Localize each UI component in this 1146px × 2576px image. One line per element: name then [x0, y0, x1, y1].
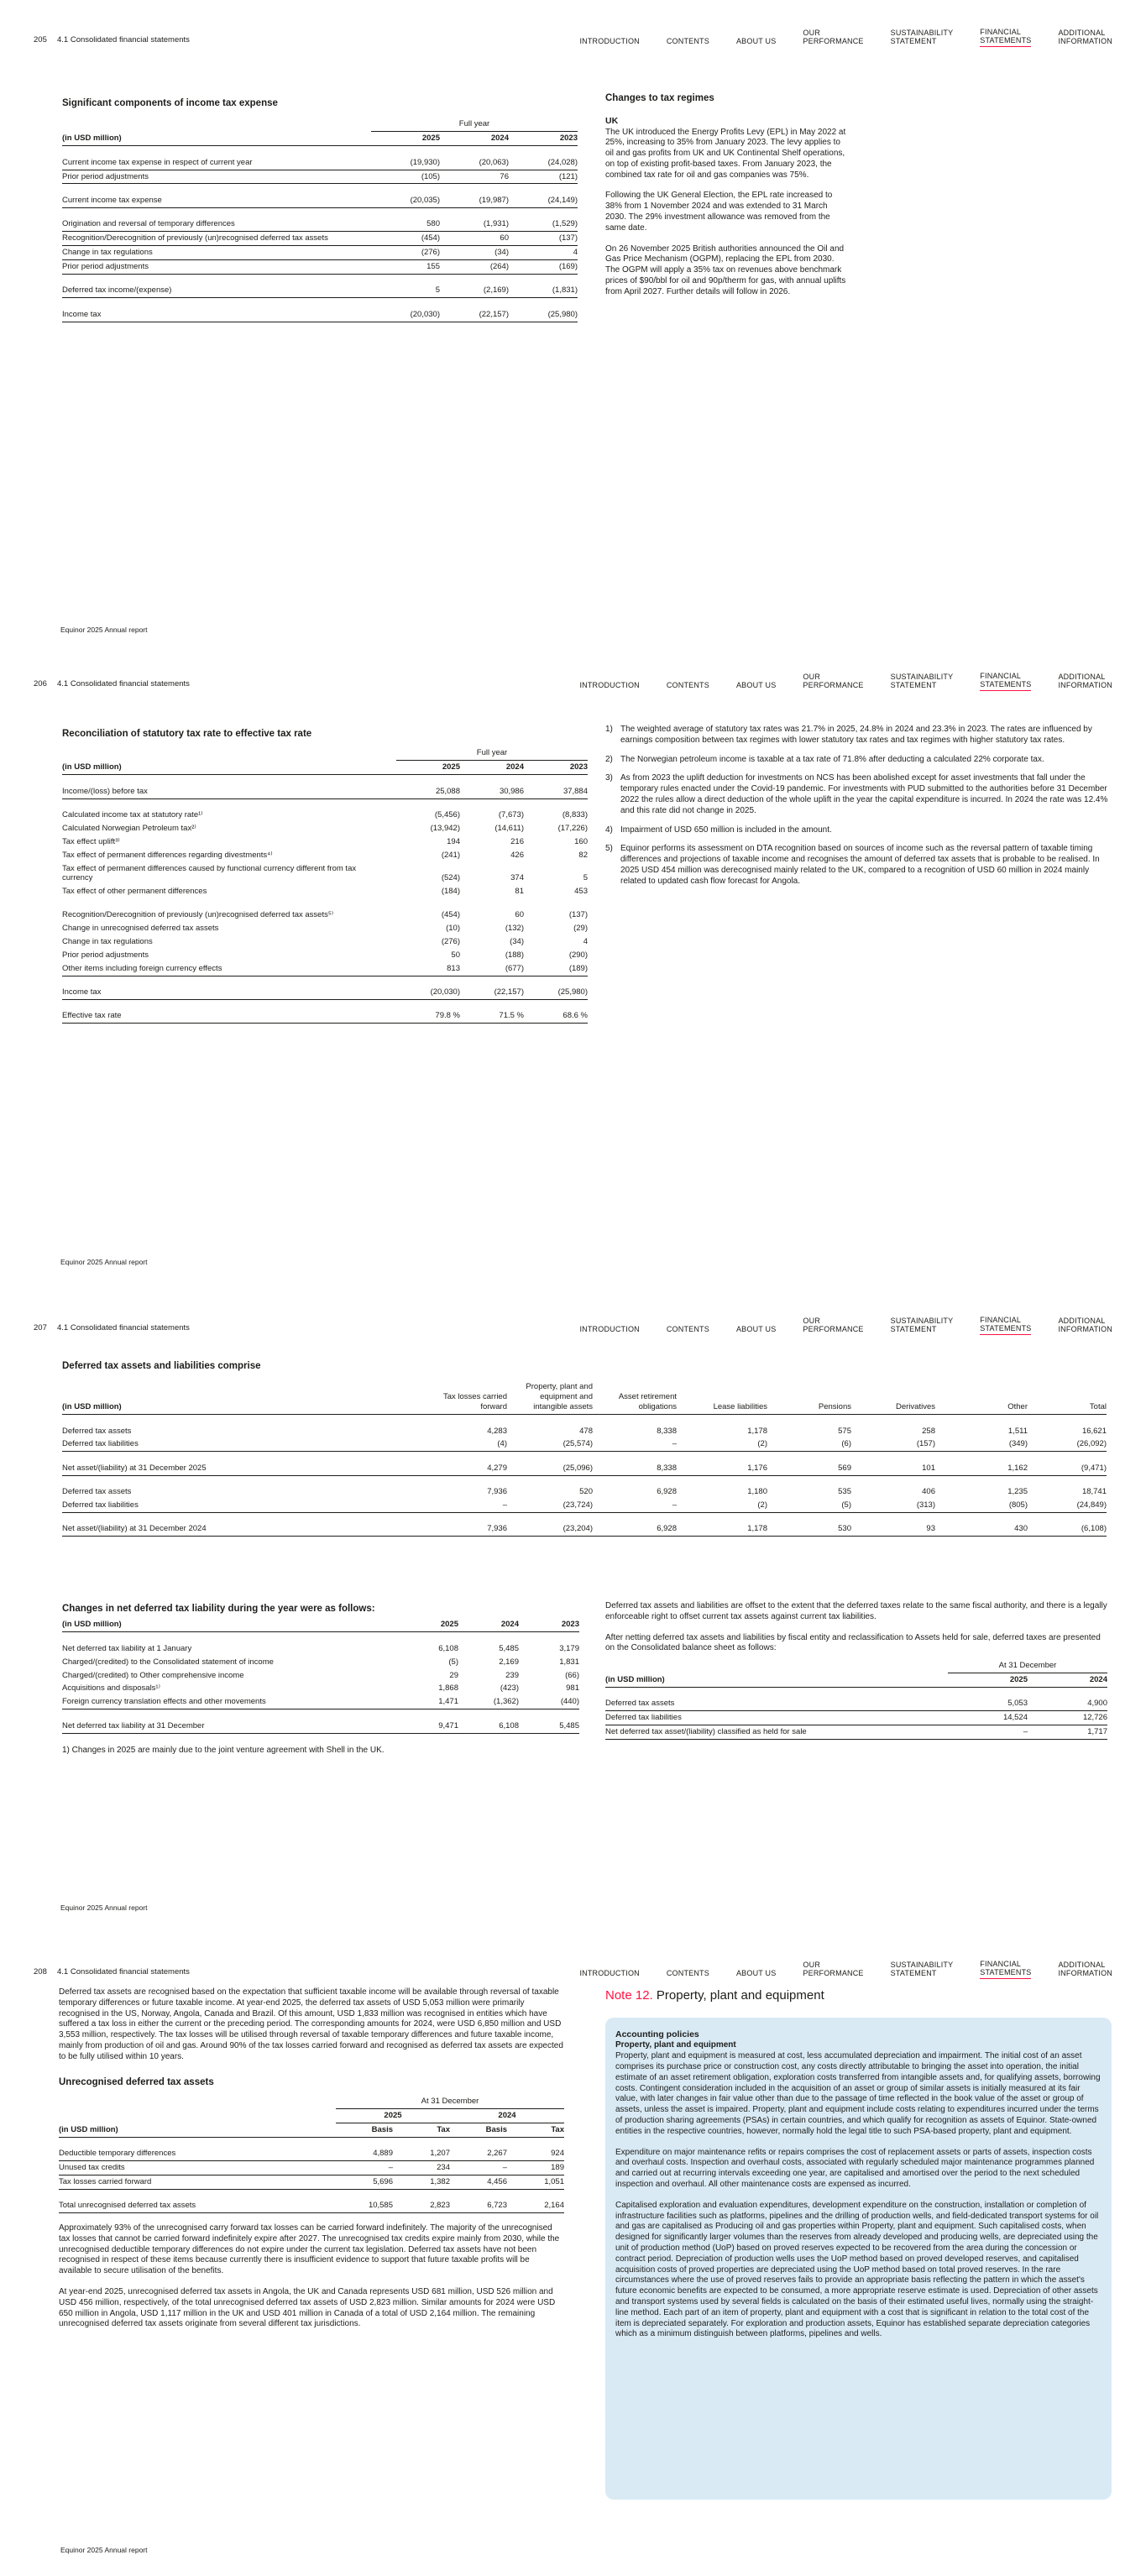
changes-title: Changes in net deferred tax liability during the year were as follows:: [62, 1604, 375, 1614]
nav-sustainability[interactable]: SUSTAINABILITY STATEMENT: [890, 1961, 954, 1978]
nav-introduction[interactable]: INTRODUCTION: [579, 681, 640, 690]
table-row: Income/(loss) before tax 25,088 30,986 37,884: [62, 785, 588, 798]
unrecognised-title: Unrecognised deferred tax assets: [59, 2076, 214, 2087]
col-pensions: Pensions: [767, 1380, 851, 1414]
page-207: [0, 1288, 1146, 1932]
nav-introduction[interactable]: INTRODUCTION: [579, 1325, 640, 1334]
paragraph: After netting deferred tax assets and liabilities by fiscal entity and reclassification to Assets held for sale, deferred taxes are presented on the Consolidated balance sheet as follows:: [605, 1632, 1101, 1653]
col-basis-2025: Basis: [336, 2123, 393, 2137]
nav-introduction[interactable]: INTRODUCTION: [579, 37, 640, 46]
col-2023: 2023: [509, 132, 578, 146]
col-tax-losses: Tax losses carried forward: [432, 1380, 507, 1414]
page-footer: Equinor 2025 Annual report: [60, 1903, 148, 1912]
table-row: Foreign currency translation effects and other movements 1,471 (1,362) (440): [62, 1695, 579, 1709]
page-205: [0, 0, 1146, 644]
top-nav: [552, 24, 1112, 47]
section-title: 4.1 Consolidated financial statements: [57, 35, 190, 45]
footnote: 3) As from 2023 the uplift deduction for investments on NCS has been abolished except for asset investments that fall under the temporary rules enacted under the Covid-19 pandemic. For investments with PUD submitted to the authorities before 31 December 2022 the rules allow a direct deduction of the whole uplift in the year the capital expenditure is incurred. In 2024 the rate was 12.4% and this rate did not change in 2025.: [605, 773, 1108, 815]
group-2025: 2025: [336, 2108, 450, 2123]
paragraph: The UK introduced the Energy Profits Levy (EPL) in May 2022 at 25%, increasing to 35% from January 2023. The levy applies to oil and gas profits from UK and UK Continental Shelf operations, on top of existing profit-based taxes. From January 2023, the combined tax rate for oil and gas companies was 75%.: [605, 127, 846, 180]
table-row: Deferred tax assets 4,283 478 8,338 1,178 575 258 1,511 16,621: [62, 1426, 1107, 1436]
nav-financial-statements[interactable]: FINANCIAL STATEMENTS: [980, 29, 1031, 47]
balance-head: At 31 December: [948, 1659, 1107, 1673]
unit-label: (in USD million): [62, 1380, 432, 1414]
footnote: 1) The weighted average of statutory tax rates was 21.7% in 2025, 24.8% in 2024 and 23.3% in 2023. The rates are influenced by earnings composition between tax regimes with lower statutory tax rates and tax regimes with higher statutory tax rates.: [605, 725, 1092, 745]
table-row-net-2024: Net asset/(liability) at 31 December 2024 7,936 (23,204) 6,928 1,178 530 93 430 (6,108): [62, 1522, 1107, 1536]
period-head: Full year: [371, 118, 578, 131]
col-lease: Lease liabilities: [677, 1380, 767, 1414]
page-header: [34, 668, 1112, 693]
box-subtitle: Property, plant and equipment: [615, 2040, 736, 2050]
nav-our-performance[interactable]: OUR PERFORMANCE: [803, 673, 864, 690]
table-row: Deferred tax assets 7,936 520 6,928 1,180 535 406 1,235 18,741: [62, 1487, 1107, 1497]
table-row-total: Net deferred tax liability at 31 December 9,471 6,108 5,485: [62, 1720, 579, 1733]
footnote: 4) Impairment of USD 650 million is included in the amount.: [605, 825, 832, 835]
page-footer: Equinor 2025 Annual report: [60, 2546, 148, 2554]
nav-about-us[interactable]: ABOUT US: [735, 37, 777, 46]
table-row: Change in unrecognised deferred tax assets (10) (132) (29): [62, 924, 588, 933]
nav-additional-information[interactable]: ADDITIONAL INFORMATION: [1058, 1317, 1112, 1334]
paragraph: Following the UK General Election, the EPL rate increased to 38% from 1 November 2024 and was extended to 31 March 2030. The 29% investment allowance was removed from the same date.: [605, 191, 833, 233]
tax-rate-reconciliation: [62, 728, 588, 1024]
table-row: Prior period adjustments 50 (188) (290): [62, 950, 588, 960]
table-row: Calculated Norwegian Petroleum tax²⁾ (13,942) (14,611) (17,226): [62, 823, 588, 833]
page-number: 205: [34, 35, 47, 45]
table-title: Reconciliation of statutory tax rate to effective tax rate: [62, 729, 312, 739]
tax-regimes-title: Changes to tax regimes: [605, 93, 714, 103]
table-row: Deferred tax liabilities (4) (25,574) – (2) (6) (157) (349) (26,092): [62, 1437, 1107, 1451]
nav-financial-statements[interactable]: FINANCIAL STATEMENTS: [980, 1961, 1031, 1979]
tax-regimes-uk: UK: [605, 116, 619, 127]
table-row: Charged/(credited) to Other comprehensive income 29 239 (66): [62, 1670, 579, 1680]
nav-sustainability[interactable]: SUSTAINABILITY STATEMENT: [890, 1317, 954, 1334]
page-header: [34, 1956, 1112, 1981]
table-row: Tax effect of permanent differences regarding divestments⁴⁾ (241) 426 82: [62, 850, 588, 860]
box-title: Accounting policies: [615, 2029, 699, 2039]
table-row: Prior period adjustments 155 (264) (169): [62, 259, 578, 274]
period-head: Full year: [396, 746, 588, 760]
page-footer: Equinor 2025 Annual report: [60, 626, 148, 634]
nav-sustainability[interactable]: SUSTAINABILITY STATEMENT: [890, 29, 954, 46]
nav-about-us[interactable]: ABOUT US: [735, 1325, 777, 1334]
table-row: Acquisitions and disposals¹⁾ 1,868 (423) 981: [62, 1683, 579, 1694]
col-2025: 2025: [948, 1673, 1028, 1688]
table-row: Deferred tax income/(expense) 5 (2,169) (1,831): [62, 284, 578, 297]
note-number: Note 12.: [605, 1988, 653, 2003]
section-title: 4.1 Consolidated financial statements: [57, 1323, 190, 1333]
unrecognised-table: [59, 2095, 564, 2213]
unit-label: (in USD million): [62, 761, 396, 775]
accounting-policies-box: [605, 2018, 1112, 2500]
col-tax-2025: Tax: [393, 2123, 450, 2137]
col-basis-2024: Basis: [450, 2123, 507, 2137]
deferred-tax-commentary: [59, 1987, 564, 2340]
nav-introduction[interactable]: INTRODUCTION: [579, 1969, 640, 1978]
paragraph: Capitalised exploration and evaluation expenditures, development expenditure on the construction, installation or completion of infrastructure facilities such as platforms, pipelines and the drilling of production wells, and field-dedicated transport systems for oil and gas are capitalised as Producing oil and gas properties within Property, plant and equipment. Such capitalised costs, when designed for significantly larger volumes than the reserves from already developed and producing wells, are depreciated using the unit of production method (UoP) based on proved reserves expected to be recovered from the area during the concession or contract period. Depreciation of production wells uses the UoP method based on proved developed reserves, and capitalised acquisition costs of proved properties are depreciated using the UoP method based on total proved reserves. In the rare circumstances where the use of proved reserves fails to provide an appropriate basis reflecting the pattern in which the asset's future economic benefits are expected to be consumed, a more appropriate reserve estimate is used. Depreciation of other assets and transport systems used by several fields is calculated on the basis of their estimated useful lives, normally using the straight-line method. Each part of an item of property, plant and equipment with a cost that is significant in relation to the total cost of the item is depreciated separately. For exploration and production assets, Equinor has established separate depreciation categories which as a minimum distinguish between platforms, pipelines and wells.: [615, 2200, 1099, 2339]
changes-footnote: 1) Changes in 2025 are mainly due to the joint venture agreement with Shell in the UK.: [62, 1745, 385, 1755]
footnote: 2) The Norwegian petroleum income is taxable at a tax rate of 71.8% after deducting a calculated 22% corporate tax.: [605, 754, 1044, 764]
table-row-total: Income tax (20,030) (22,157) (25,980): [62, 308, 578, 322]
top-nav: [552, 668, 1112, 691]
paragraph: Expenditure on major maintenance refits or repairs comprises the cost of replacement assets or parts of assets, inspection costs and overhaul costs. Inspection and overhaul costs, associated with regularly scheduled major maintenance programmes planned and carried out at recurring intervals exceeding one year, are capitalised and amortised over the period to the next scheduled inspection and overhaul. All other maintenance costs are expensed as incurred.: [615, 2147, 1095, 2189]
nav-additional-information[interactable]: ADDITIONAL INFORMATION: [1058, 673, 1112, 690]
page-header: [34, 24, 1112, 49]
table-title: Significant components of income tax expense: [62, 98, 278, 108]
footnote: 5) Equinor performs its assessment on DTA recognition based on sources of income such as the reversal pattern of taxable timing differences and projections of taxable income and recognises the amount of deferred tax assets that is probable to be realised. In 2025 USD 454 million was derecognised mainly related to the UK, compared to a recognition of USD 60 million in 2024 mainly related to updated cash flow forecast for Angola.: [605, 844, 1100, 886]
table-row: Recognition/Derecognition of previously (un)recognised deferred tax assets⁵⁾ (454) 60 (137): [62, 910, 588, 920]
table-row: Tax losses carried forward 5,696 1,382 4,456 1,051: [59, 2175, 564, 2189]
nav-our-performance[interactable]: OUR PERFORMANCE: [803, 1317, 864, 1334]
col-2023: 2023: [519, 1618, 579, 1631]
table-row-net-2025: Net asset/(liability) at 31 December 2025 4,279 (25,096) 8,338 1,176 569 101 1,162 (9,471): [62, 1462, 1107, 1475]
deferred-tax-changes: [62, 1603, 579, 1756]
col-2024: 2024: [460, 761, 524, 775]
col-2024: 2024: [1028, 1673, 1107, 1688]
group-2024: 2024: [450, 2108, 564, 2123]
table-row: Calculated income tax at statutory rate¹⁾ (5,456) (7,673) (8,833): [62, 810, 588, 819]
page-number: 208: [34, 1967, 47, 1977]
balance-table: [605, 1659, 1107, 1740]
col-other: Other: [935, 1380, 1028, 1414]
unit-label: (in USD million): [59, 2123, 336, 2137]
table-row: Deferred tax liabilities – (23,724) – (2) (5) (313) (805) (24,849): [62, 1499, 1107, 1512]
table-row-total: Total unrecognised deferred tax assets 10,585 2,823 6,723 2,164: [59, 2199, 564, 2212]
nav-financial-statements[interactable]: FINANCIAL STATEMENTS: [980, 673, 1031, 691]
nav-sustainability[interactable]: SUSTAINABILITY STATEMENT: [890, 673, 954, 690]
table-row: Change in tax regulations (276) (34) 4: [62, 246, 578, 260]
page-206: [0, 644, 1146, 1288]
col-2025: 2025: [398, 1618, 458, 1631]
nav-our-performance[interactable]: OUR PERFORMANCE: [803, 29, 864, 46]
table-row: Deductible temporary differences 4,889 1,207 2,267 924: [59, 2147, 564, 2160]
table-row: Recognition/Derecognition of previously (un)recognised deferred tax assets (454) 60 (137): [62, 232, 578, 246]
col-total: Total: [1028, 1380, 1107, 1414]
nav-contents[interactable]: CONTENTS: [666, 681, 709, 690]
page-number: 206: [34, 679, 47, 689]
paragraph: At year-end 2025, unrecognised deferred tax assets in Angola, the UK and Canada represents USD 681 million, USD 526 million and USD 456 million, respectively, of the total unrecognised deferred tax assets of USD 2,823 million. Similar amounts for 2024 were USD 650 million in Angola, USD 1,117 million in the UK and USD 401 million in Canada of a total of USD 2,164 million. The remaining unrecognised deferred tax assets originate from several different tax jurisdictions.: [59, 2287, 556, 2329]
top-nav: [552, 1956, 1112, 1979]
table-row: Tax effect of other permanent differences (184) 81 453: [62, 887, 588, 897]
col-ppe: Property, plant and equipment and intangible assets: [507, 1380, 593, 1414]
table-row: Current income tax expense in respect of current year (19,930) (20,063) (24,028): [62, 156, 578, 170]
col-2023: 2023: [524, 761, 588, 775]
table-row: Net deferred tax asset/(liability) classified as held for sale – 1,717: [605, 1725, 1107, 1740]
page-number: 207: [34, 1323, 47, 1333]
col-derivatives: Derivatives: [851, 1380, 935, 1414]
col-2024: 2024: [458, 1618, 519, 1631]
note-heading: [605, 1988, 824, 2004]
page-208: [0, 1932, 1146, 2576]
tax-regimes-text: [605, 92, 849, 308]
reconciliation-footnotes: [605, 725, 1112, 896]
top-nav: [552, 1312, 1112, 1335]
table-row: Change in tax regulations (276) (34) 4: [62, 936, 588, 946]
table-row: Deferred tax liabilities 14,524 12,726: [605, 1711, 1107, 1725]
nav-additional-information[interactable]: ADDITIONAL INFORMATION: [1058, 29, 1112, 46]
changes-table: [62, 1618, 579, 1733]
deferred-tax-table: [62, 1380, 1107, 1537]
nav-about-us[interactable]: ABOUT US: [735, 681, 777, 690]
paragraph: Approximately 93% of the unrecognised carry forward tax losses can be carried forward indefinitely. The majority of the unrecognised tax losses that cannot be carried forward indefinitely expire after 2027. The unrecognised tax credits expire mainly from 2030, while the unrecognised deductible temporary differences do not expire under the current tax legislation. Deferred tax assets have not been recognised in respect of these items because currently there is insufficient evidence to support that future taxable profits will be available to secure utilisation of the benefits.: [59, 2223, 560, 2276]
note-title: Property, plant and equipment: [656, 1988, 824, 2003]
nav-financial-statements[interactable]: FINANCIAL STATEMENTS: [980, 1317, 1031, 1335]
table-row-rate: Effective tax rate 79.8 % 71.5 % 68.6 %: [62, 1009, 588, 1023]
table-row: Net deferred tax liability at 1 January 6,108 5,485 3,179: [62, 1643, 579, 1653]
col-tax-2024: Tax: [507, 2123, 564, 2137]
nav-our-performance[interactable]: OUR PERFORMANCE: [803, 1961, 864, 1978]
col-aro: Asset retirement obligations: [593, 1380, 677, 1414]
col-2024: 2024: [440, 132, 509, 146]
paragraph: On 26 November 2025 British authorities announced the Oil and Gas Price Mechanism (OGPM), replacing the EPL from 2030. The OGPM will apply a 35% tax on revenues above benchmark prices of $90/bbl for oil and 90p/therm for gas, with annual uplifts from April 2027. Further details will follow in 2026.: [605, 243, 846, 296]
paragraph: Property, plant and equipment is measured at cost, less accumulated depreciation and impairment. The initial cost of an asset comprises its purchase price or construction cost, any costs directly attributable to bringing the asset into operation, the initial estimate of an asset retirement obligation, exploration costs transferred from intangible assets and, for qualifying assets, borrowing costs. Contingent consideration included in the acquisition of an asset or group of similar assets is initially measured at its fair value, with later changes in fair value other than due to the passage of time reflected in the book value of the asset or group of assets, unless the asset is impaired. Property, plant and equipment include costs relating to expenditures incurred under the terms of production sharing agreements (PSAs) in certain countries, and which qualify for recognition as assets of Equinor. State-owned entities in the respective countries, however, normally hold the legal title to such PSA-based property, plant and equipment.: [615, 2051, 1101, 2136]
unit-label: (in USD million): [62, 1618, 398, 1631]
nav-contents[interactable]: CONTENTS: [666, 1325, 709, 1334]
table-row: Current income tax expense (20,035) (19,987) (24,149): [62, 194, 578, 207]
deferred-tax-balance: [605, 1601, 1107, 1740]
unrecognised-head: At 31 December: [336, 2095, 564, 2108]
section-title: 4.1 Consolidated financial statements: [57, 1967, 190, 1977]
reconciliation-table: [62, 746, 588, 1024]
table-row: Charged/(credited) to the Consolidated statement of income (5) 2,169 1,831: [62, 1657, 579, 1667]
table-row: Deferred tax assets 5,053 4,900: [605, 1697, 1107, 1710]
col-2025: 2025: [396, 761, 460, 775]
table-row: Origination and reversal of temporary differences 580 (1,931) (1,529): [62, 217, 578, 231]
page-header: [34, 1312, 1112, 1337]
table-row: Prior period adjustments (105) 76 (121): [62, 170, 578, 184]
nav-contents[interactable]: CONTENTS: [666, 1969, 709, 1978]
nav-about-us[interactable]: ABOUT US: [735, 1969, 777, 1978]
table-row: Other items including foreign currency effects 813 (677) (189): [62, 962, 588, 976]
paragraph: Deferred tax assets are recognised based on the expectation that sufficient taxable income will be available through reversal of taxable temporary differences or future taxable income. At year-end 2025, the deferred tax assets of USD 5,053 million were primarily recognised in the US, Norway, Angola, Canada and Brazil. Of this amount, USD 1,833 million was recognised in entities which have suffered a tax loss in either the current or the preceding period. The corresponding amounts for 2024, were USD 6,850 million and USD 3,553 million, respectively. The tax losses will be utilised through reversal of taxable temporary differences and future taxable income, mainly from production of oil and gas. Around 90% of the tax losses carried forward and recognised as deferred tax assets are expected to be fully utilised within 10 years.: [59, 1987, 563, 2061]
unit-label: (in USD million): [605, 1673, 948, 1688]
paragraph: Deferred tax assets and liabilities are offset to the extent that the deferred taxes relate to the same fiscal authority, and there is a legally enforceable right to offset current tax assets against current tax liabilities.: [605, 1601, 1107, 1621]
page-footer: Equinor 2025 Annual report: [60, 1258, 148, 1266]
table-row: Unused tax credits – 234 – 189: [59, 2160, 564, 2175]
table-row: Tax effect of permanent differences caused by functional currency different from tax currency (524) 374 5: [62, 863, 588, 883]
income-tax-components: [62, 97, 578, 322]
nav-contents[interactable]: CONTENTS: [666, 37, 709, 46]
section-title: 4.1 Consolidated financial statements: [57, 679, 190, 689]
table-row: Tax effect uplift³⁾ 194 216 160: [62, 836, 588, 846]
deferred-tax-composition: [62, 1360, 1107, 1537]
col-2025: 2025: [371, 132, 440, 146]
income-tax-table: [62, 118, 578, 322]
table-title: Deferred tax assets and liabilities comprise: [62, 1361, 261, 1371]
nav-additional-information[interactable]: ADDITIONAL INFORMATION: [1058, 1961, 1112, 1978]
table-row-total: Income tax (20,030) (22,157) (25,980): [62, 986, 588, 999]
unit-label: (in USD million): [62, 132, 371, 146]
